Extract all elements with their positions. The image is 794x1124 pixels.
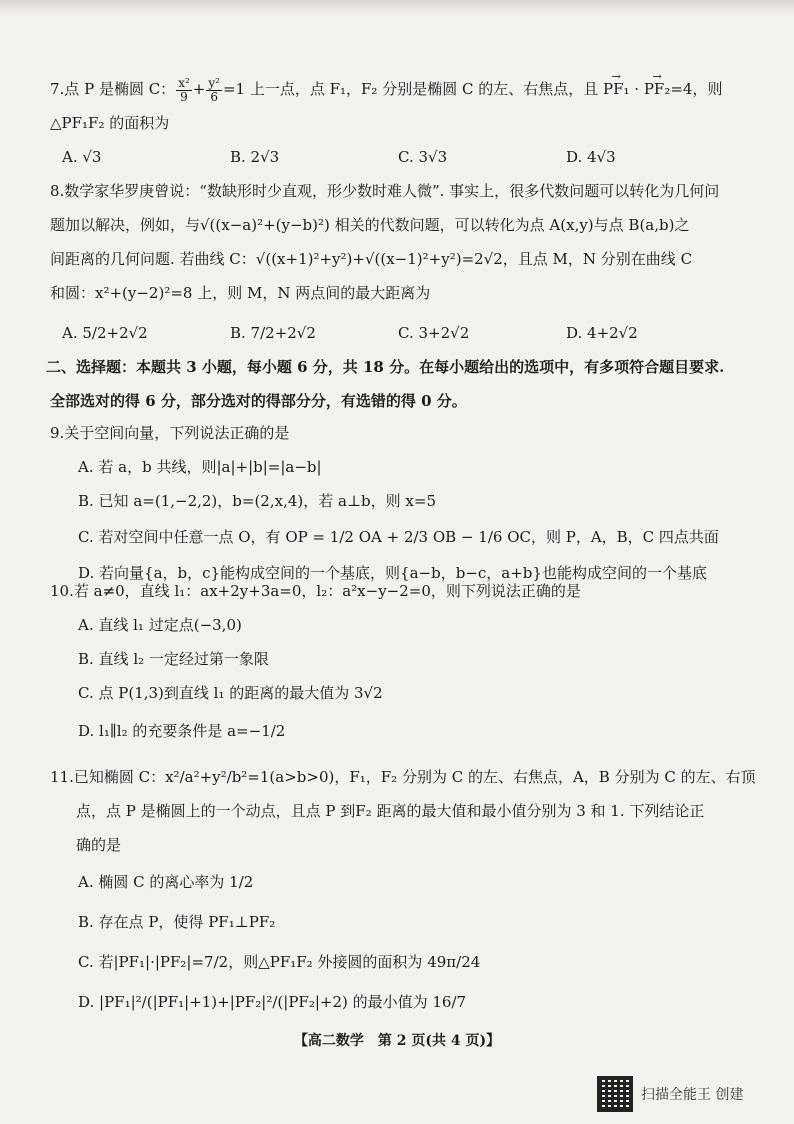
q8-line-2: 题加以解决，例如，与√((x−a)²+(y−b)²) 相关的代数问题，可以转化为点 A(x,y)与点 B(a,b)之 (50, 216, 690, 234)
q11-line-1: 11.已知椭圆 C：x²/a²+y²/b²=1(a>b>0)，F₁，F₂ 分别为 C 的左、右焦点，A，B 分别为 C 的左、右顶 (50, 768, 756, 786)
q11-option-d: D. |PF₁|²/(|PF₁|+1)+|PF₂|²/(|PF₂|+2) 的最小值为 16/7 (78, 993, 467, 1011)
section-2-line-2: 全部选对的得 6 分，部分选对的得部分分，有选错的得 0 分。 (50, 392, 467, 410)
q9-option-c: C. 若对空间中任意一点 O，有 OP = 1/2 OA + 2/3 OB − 1/6 OC，则 P，A，B，C 四点共面 (78, 528, 719, 546)
scanner-watermark (597, 1076, 743, 1112)
q7-option-c: C. 3√3 (398, 148, 448, 166)
qr-code-icon (597, 1076, 633, 1112)
q8-option-b: B. 7/2+2√2 (230, 324, 316, 342)
q9-stem: 9.关于空间向量，下列说法正确的是 (50, 424, 290, 442)
q10-option-b: B. 直线 l₂ 一定经过第一象限 (78, 650, 269, 668)
q7-option-b: B. 2√3 (230, 148, 280, 166)
question-9 (50, 416, 770, 590)
q8-option-a: A. 5/2+2√2 (62, 324, 148, 342)
q7-options (50, 140, 770, 174)
q7-option-d: D. 4√3 (566, 148, 616, 166)
scan-edge (0, 0, 794, 14)
q11-line-3: 确的是 (76, 836, 122, 854)
q11-option-c: C. 若|PF₁|·|PF₂|=7/2，则△PF₁F₂ 外接圆的面积为 49π/24 (78, 953, 481, 971)
q7-line-2: △PF₁F₂ 的面积为 (50, 114, 170, 132)
section-2-header (46, 350, 776, 418)
q9-option-b: B. 已知 a=(1,−2,2)，b=(2,x,4)，若 a⊥b，则 x=5 (78, 492, 436, 510)
q8-line-1: 8.数学家华罗庚曾说：“数缺形时少直观，形少数时难人微”. 事实上，很多代数问题可以转化为几何问 (50, 182, 720, 200)
q10-option-c: C. 点 P(1,3)到直线 l₁ 的距离的最大值为 3√2 (78, 684, 383, 702)
question-10 (50, 574, 770, 752)
question-7: 7.点 P 是椭圆 C： $\frac{\text{x²}}{9}$ + $\frac{\text{y²}}{6}$ =1 上一点，点 F₁，F₂ 分别是椭圆 C 的左、右焦点，且 → PF₁ · → PF₂=4，则 △PF₁F₂ 的面积为 A. √3 B. 2√3 C. 3√3 D. 4√3 (50, 72, 770, 174)
q7-option-a: A. √3 (62, 148, 102, 166)
q8-line-3: 间距离的几何问题. 若曲线 C：√((x+1)²+y²)+√((x−1)²+y²)=2√2，且点 M，N 分别在曲线 C (50, 250, 693, 268)
q11-option-a: A. 椭圆 C 的离心率为 1/2 (78, 873, 254, 891)
section-2-line-1: 二、选择题：本题共 3 小题，每小题 6 分，共 18 分。在每小题给出的选项中，有多项符合题目要求. (46, 358, 725, 376)
q11-line-2: 点，点 P 是椭圆上的一个动点，且点 P 到F₂ 距离的最大值和最小值分别为 3 和 1. 下列结论正 (76, 802, 705, 820)
q7-text-b: =1 上一点，点 F₁，F₂ 分别是椭圆 C 的左、右焦点，且 (222, 80, 599, 98)
q7-text-a: 7.点 P 是椭圆 C： (50, 80, 176, 98)
q11-option-b: B. 存在点 P，使得 PF₁⊥PF₂ (78, 913, 276, 931)
q10-option-a: A. 直线 l₁ 过定点(−3,0) (78, 616, 242, 634)
q10-stem: 10.若 a≠0，直线 l₁：ax+2y+3a=0，l₂：a²x−y−2=0，则下列说法正确的是 (50, 582, 581, 600)
question-11 (50, 760, 770, 1022)
page-footer: 【高二数学 第 2 页(共 4 页)】 (293, 1033, 501, 1049)
q10-option-d: D. l₁∥l₂ 的充要条件是 a=−1/2 (78, 722, 286, 740)
q8-options (50, 316, 770, 350)
q8-line-4: 和圆：x²+(y−2)²=8 上，则 M，N 两点间的最大距离为 (50, 284, 431, 302)
q8-option-c: C. 3+2√2 (398, 324, 470, 342)
q9-option-a: A. 若 a，b 共线，则|a|+|b|=|a−b| (78, 458, 322, 476)
q8-option-d: D. 4+2√2 (566, 324, 638, 342)
scanner-label: 扫描全能王 创建 (641, 1087, 744, 1103)
question-8 (50, 174, 770, 350)
q7-text-c: =4，则 (670, 80, 723, 98)
q9-option-d: D. 若向量{a，b，c}能构成空间的一个基底，则{a−b，b−c，a+b}也能构成空间的一个基底 (78, 564, 707, 582)
